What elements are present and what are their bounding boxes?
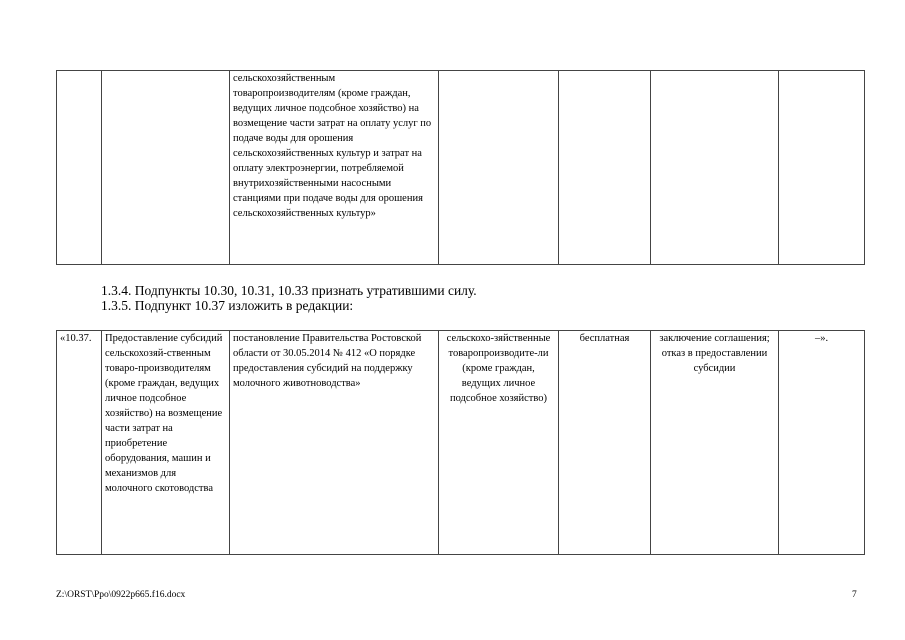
paragraph-1-3-5: 1.3.5. Подпункт 10.37 изложить в редакции: [101, 298, 354, 313]
table-continuation [56, 70, 865, 265]
table-row [57, 71, 865, 265]
table-cell-number [57, 71, 102, 265]
table-cell-result [651, 71, 779, 265]
footer-file-path: Z:\ORST\Ppo\0922p665.f16.docx [56, 590, 186, 600]
table-item-10-37 [56, 330, 865, 555]
item-name: Предоставление субсидий сельскохозяй-ственным товаро-производителям (кроме граждан, ведущих личное подсобное хозяйство) на возмещение части затрат на приобретение оборудования, машин и механизмов для молочного скотоводства [102, 331, 230, 555]
paragraph-1-3-4: 1.3.4. Подпункты 10.30, 10.31, 10.33 признать утратившими силу. [101, 283, 477, 298]
table-row [57, 331, 865, 555]
item-last: –». [779, 331, 865, 555]
table-cell-name [102, 71, 230, 265]
item-payment: бесплатная [559, 331, 651, 555]
item-number: «10.37. [57, 331, 102, 555]
item-legal-basis: постановление Правительства Ростовской области от 30.05.2014 № 412 «О порядке предоставления субсидий на поддержку молочного животноводства» [230, 331, 439, 555]
table-cell-last [779, 71, 865, 265]
footer-page-number: 7 [852, 590, 857, 600]
item-recipients: сельскохо-зяйственные товаропроизводите-ли (кроме граждан, ведущих личное подсобное хозяйство) [439, 331, 559, 555]
table-cell-recipients [439, 71, 559, 265]
table-cell-payment [559, 71, 651, 265]
item-result: заключение соглашения; отказ в предоставлении субсидии [651, 331, 779, 555]
table-cell-legal-basis: сельскохозяйственным товаропроизводителям (кроме граждан, ведущих личное подсобное хозяйство) на возмещение части затрат на оплату услуг по подаче воды для орошения сельскохозяйственных культур и затрат на оплату электроэнергии, потребляемой внутрихозяйственными насосными станциями при подаче воды для орошения сельскохозяйственных культур» [230, 71, 439, 265]
